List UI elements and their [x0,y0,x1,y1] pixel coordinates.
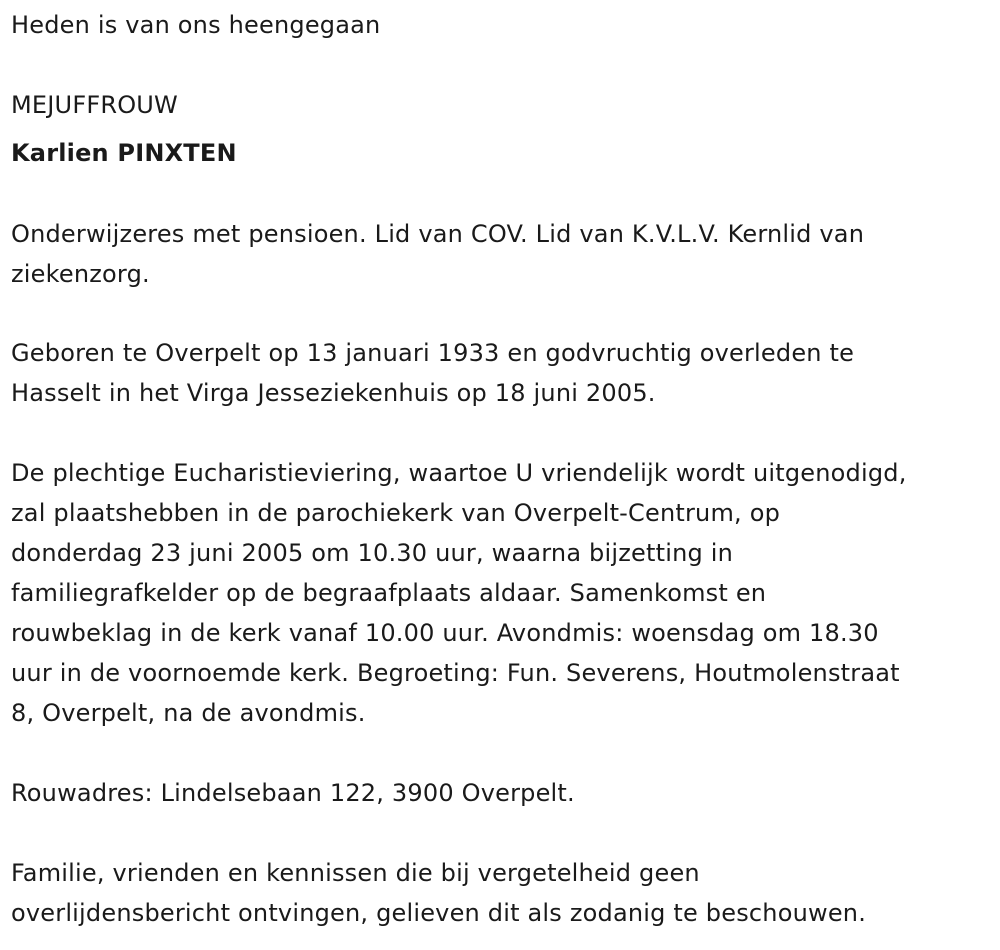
paragraph-line: uur in de voornoemde kerk. Begroeting: Fun. Severens, Houtmolenstraat [11,659,900,687]
paragraph-line: De plechtige Eucharistieviering, waartoe U vriendelijk wordt uitgenodigd, [11,459,907,487]
paragraph-line: zal plaatshebben in de parochiekerk van Overpelt-Centrum, op [11,499,781,527]
intro-line: Heden is van ons heengegaan [11,11,381,39]
paragraph-line: Hasselt in het Virga Jesseziekenhuis op 18 juni 2005. [11,379,656,407]
deceased-name: Karlien PINXTEN [11,139,237,167]
honorific-title: MEJUFFROUW [11,91,178,119]
paragraph-line: overlijdensbericht ontvingen, gelieven dit als zodanig te beschouwen. [11,899,867,927]
mourning-address: Rouwadres: Lindelsebaan 122, 3900 Overpelt. [11,779,575,807]
paragraph-line: Geboren te Overpelt op 13 januari 1933 en godvruchtig overleden te [11,339,855,367]
paragraph-line: rouwbeklag in de kerk vanaf 10.00 uur. Avondmis: woensdag om 18.30 [11,619,879,647]
paragraph-line: Onderwijzeres met pensioen. Lid van COV. Lid van K.V.L.V. Kernlid van [11,220,865,248]
paragraph-line: Familie, vrienden en kennissen die bij vergetelheid geen [11,859,700,887]
paragraph-line: familiegrafkelder op de begraafplaats aldaar. Samenkomst en [11,579,767,607]
paragraph-line: donderdag 23 juni 2005 om 10.30 uur, waarna bijzetting in [11,539,734,567]
paragraph-line: 8, Overpelt, na de avondmis. [11,699,366,727]
paragraph-line: ziekenzorg. [11,260,150,288]
